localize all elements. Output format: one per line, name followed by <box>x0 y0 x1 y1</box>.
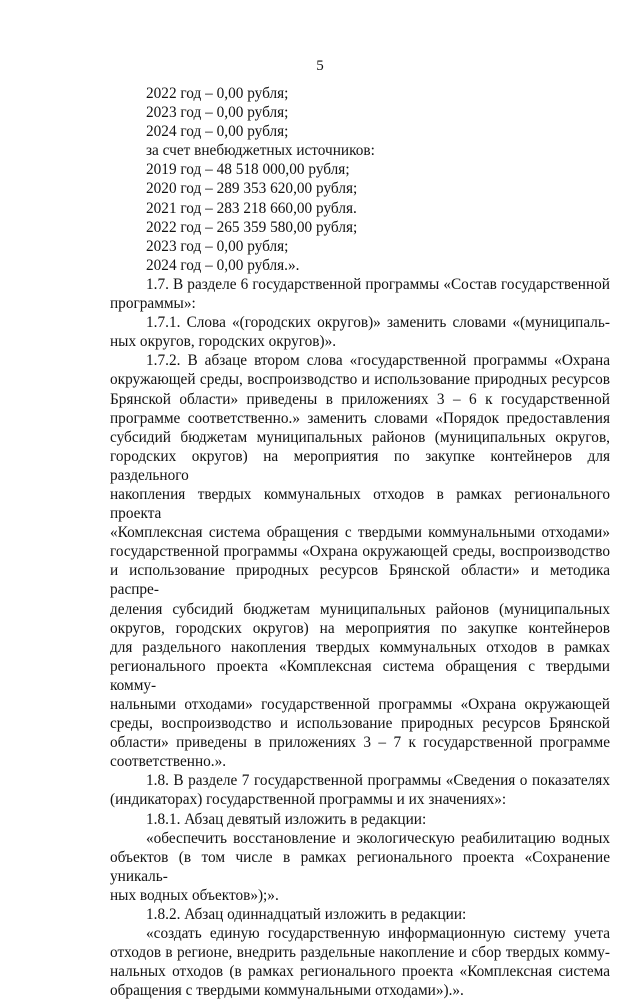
text-line: 2023 год – 0,00 рубля; <box>146 104 289 122</box>
text-line: «обеспечить восстановление и экологическую реабилитацию водных <box>146 829 610 847</box>
text-line: области» приведены в приложениях 3 – 7 к государственной программе <box>110 734 610 752</box>
text-line: нальными отходами» государственной программы «Охрана окружающей <box>110 696 610 713</box>
text-line: и использование природных ресурсов Брянской области» и методика распре- <box>110 562 610 599</box>
text-line: 2021 год – 283 218 660,00 рубля. <box>146 199 357 217</box>
text-line: государственной программы «Охрана окружающей среды, воспроизводство <box>110 543 610 561</box>
text-line: ных водных объектов»);». <box>110 886 279 904</box>
text-line: соответственно.». <box>110 753 227 771</box>
text-line: программы»: <box>110 295 196 313</box>
text-line: (индикаторах) государственной программы и их значениях»: <box>110 791 507 809</box>
text-line: «создать единую государственную информационную систему учета <box>146 925 610 943</box>
text-line: 2023 год – 0,00 рубля; <box>146 237 289 255</box>
text-line: окружающей среды, воспроизводство и использование природных ресурсов <box>110 371 610 389</box>
text-line: за счет внебюджетных источников: <box>146 142 375 160</box>
text-line: 2020 год – 289 353 620,00 рубля; <box>146 180 358 198</box>
text-line: 2019 год – 48 518 000,00 рубля; <box>146 161 350 179</box>
text-line: объектов (в том числе в рамках регионального проекта «Сохранение уникаль- <box>110 848 610 885</box>
text-line: среды, воспроизводство и использование природных ресурсов Брянской <box>110 715 610 733</box>
text-line: нальных отходов (в рамках регионального проекта «Комплексная система <box>110 963 610 981</box>
text-line: 1.8.1. Абзац девятый изложить в редакции: <box>146 810 427 828</box>
text-line: накопления твердых коммунальных отходов в рамках регионального проекта <box>110 485 610 523</box>
text-line: субсидий бюджетам муниципальных районов (муниципальных округов, <box>110 428 610 446</box>
text-line: программе соответственно.» заменить словами «Порядок предоставления <box>110 409 610 427</box>
page-number: 5 <box>316 58 324 74</box>
text-line: 1.7.2. В абзаце втором слова «государственной программы «Охрана <box>146 352 610 370</box>
text-line: ных округов, городских округов)». <box>110 333 337 351</box>
text-line: деления субсидий бюджетам муниципальных районов (муниципальных <box>110 600 610 618</box>
text-line: отходов в регионе, внедрить раздельные накопление и сбор твердых комму- <box>110 944 610 962</box>
text-line: 1.7. В разделе 6 государственной программы «Состав государственной <box>146 275 610 293</box>
text-line: Брянской области» приведены в приложениях 3 – 6 к государственной <box>110 390 610 408</box>
text-line: обращения с твердыми коммунальными отходами»).». <box>110 982 464 1000</box>
text-line: 2024 год – 0,00 рубля.». <box>146 256 300 274</box>
text-line: 1.8.2. Абзац одиннадцатый изложить в редакции: <box>146 906 467 924</box>
document-body <box>110 84 610 1001</box>
text-line: регионального проекта «Комплексная система обращения с твердыми комму- <box>110 657 610 694</box>
text-line: округов, городских округов) на мероприятия по закупке контейнеров <box>110 619 610 637</box>
text-line: 2022 год – 265 359 580,00 рубля; <box>146 218 358 236</box>
text-line: городских округов) на мероприятия по закупке контейнеров для раздельного <box>110 447 610 484</box>
text-line: 2024 год – 0,00 рубля; <box>146 123 289 141</box>
text-line: для раздельного накопления твердых коммунальных отходов в рамках <box>110 638 610 656</box>
text-line: 1.7.1. Слова «(городских округов)» заменить словами «(муниципаль- <box>146 314 610 332</box>
text-line: «Комплексная система обращения с твердыми коммунальными отходами» <box>110 524 610 542</box>
text-line: 1.8. В разделе 7 государственной программы «Сведения о показателях <box>146 772 610 790</box>
text-line: 2022 год – 0,00 рубля; <box>146 85 289 102</box>
